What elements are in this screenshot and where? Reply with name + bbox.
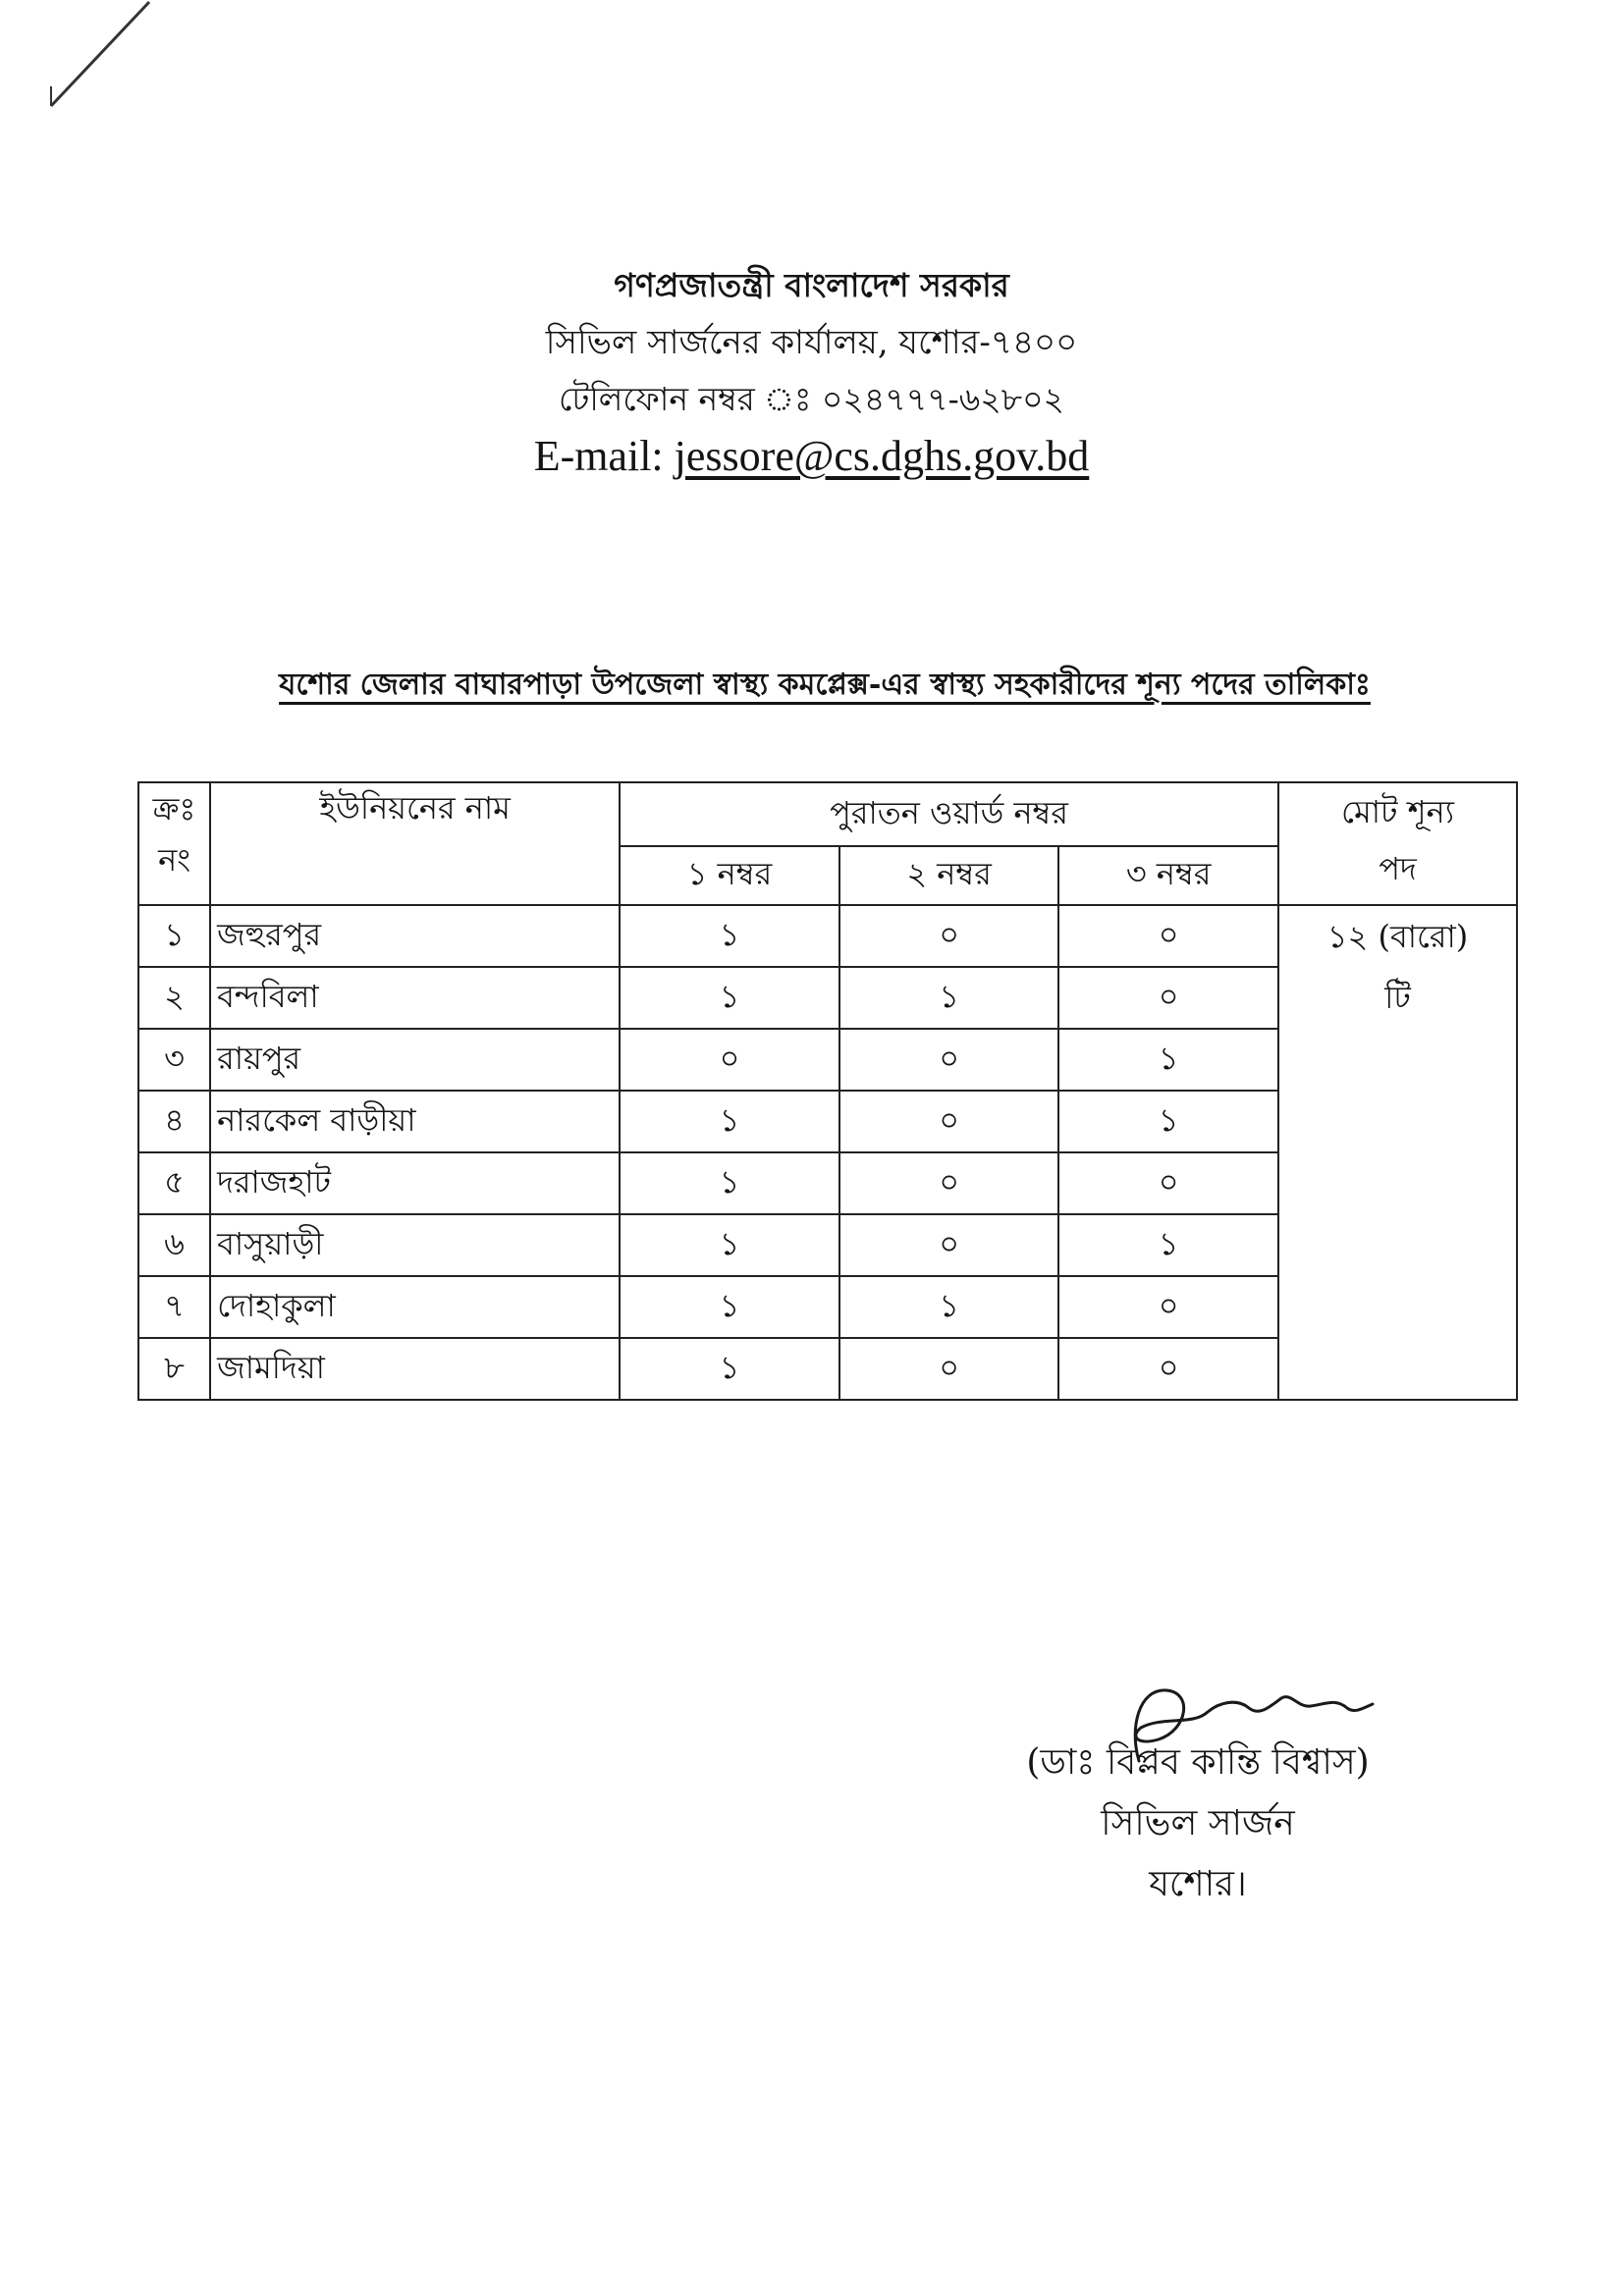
row-ward-1: ১ <box>620 1152 839 1214</box>
row-ward-2: ০ <box>839 1091 1059 1152</box>
ward-2-header: ২ নম্বর <box>839 846 1059 905</box>
row-ward-3: ১ <box>1058 1214 1278 1276</box>
total-vacancy-unit: টি <box>1384 979 1411 1016</box>
row-ward-1: ১ <box>620 1091 839 1152</box>
row-ward-2: ১ <box>839 967 1059 1029</box>
table-header-row <box>138 782 1517 846</box>
row-ward-1: ১ <box>620 1276 839 1338</box>
row-serial: ৫ <box>138 1152 210 1214</box>
row-union-name: রায়পুর <box>210 1029 620 1091</box>
row-union-name: বন্দবিলা <box>210 967 620 1029</box>
ward-1-header: ১ নম্বর <box>620 846 839 905</box>
row-serial: ৪ <box>138 1091 210 1152</box>
total-vacancy-count: ১২ (বারো) <box>1326 918 1469 955</box>
total-header-line1: মোট শূন্য <box>1341 793 1454 830</box>
serial-header <box>138 782 210 905</box>
ward-3-header: ৩ নম্বর <box>1058 846 1278 905</box>
row-ward-3: ০ <box>1058 1276 1278 1338</box>
row-ward-2: ০ <box>839 1338 1059 1400</box>
total-header-line2: পদ <box>1379 850 1417 887</box>
total-header <box>1278 782 1517 905</box>
row-ward-2: ১ <box>839 1276 1059 1338</box>
row-ward-2: ০ <box>839 1152 1059 1214</box>
row-ward-2: ০ <box>839 1214 1059 1276</box>
row-ward-1: ১ <box>620 1338 839 1400</box>
row-ward-3: ১ <box>1058 1091 1278 1152</box>
serial-header-line1: ক্রঃ <box>152 790 196 828</box>
row-ward-3: ০ <box>1058 905 1278 967</box>
table-row <box>138 905 1517 967</box>
phone-number: টেলিফোন নম্বর ঃ ০২৪৭৭৭-৬২৮০২ <box>558 380 1065 418</box>
office-address: সিভিল সার্জনের কার্যালয়, যশোর-৭৪০০ <box>545 323 1078 362</box>
page-fold-line <box>47 0 165 118</box>
row-union-name: জহুরপুর <box>210 905 620 967</box>
union-header: ইউনিয়নের নাম <box>210 782 620 905</box>
serial-header-line2: নং <box>158 841 190 879</box>
row-ward-1: ০ <box>620 1029 839 1091</box>
signatory-designation: সিভিল সার্জন <box>1101 1803 1295 1843</box>
row-ward-1: ১ <box>620 905 839 967</box>
email-line <box>0 428 1623 485</box>
row-union-name: দোহাকুলা <box>210 1276 620 1338</box>
email-label: E-mail: <box>533 432 664 480</box>
row-serial: ৮ <box>138 1338 210 1400</box>
signatory-location: যশোর। <box>1149 1864 1247 1904</box>
row-ward-2: ০ <box>839 1029 1059 1091</box>
document-subject: যশোর জেলার বাঘারপাড়া উপজেলা স্বাস্থ্য কমপ্লেক্স-এর স্বাস্থ্য সহকারীদের শূন্য পদের তালিকাঃ <box>279 667 1371 702</box>
row-serial: ৩ <box>138 1029 210 1091</box>
row-ward-3: ১ <box>1058 1029 1278 1091</box>
row-serial: ৬ <box>138 1214 210 1276</box>
total-vacancy-cell <box>1278 905 1517 1400</box>
vacancy-table <box>137 781 1518 1401</box>
government-title: গণপ্রজাতন্ত্রী বাংলাদেশ সরকার <box>614 266 1009 304</box>
row-union-name: দরাজহাট <box>210 1152 620 1214</box>
signature-block <box>962 1733 1434 1915</box>
row-union-name: বাসুয়াড়ী <box>210 1214 620 1276</box>
row-serial: ২ <box>138 967 210 1029</box>
row-ward-2: ০ <box>839 905 1059 967</box>
row-union-name: নারকেল বাড়ীয়া <box>210 1091 620 1152</box>
letterhead <box>0 257 1623 485</box>
row-serial: ৭ <box>138 1276 210 1338</box>
row-ward-3: ০ <box>1058 1152 1278 1214</box>
row-ward-3: ০ <box>1058 1338 1278 1400</box>
row-ward-1: ১ <box>620 1214 839 1276</box>
row-union-name: জামদিয়া <box>210 1338 620 1400</box>
signatory-name: (ডাঃ বিপ্লব কান্তি বিশ্বাস) <box>1026 1742 1370 1783</box>
row-ward-3: ০ <box>1058 967 1278 1029</box>
email-link[interactable]: jessore@cs.dghs.gov.bd <box>674 432 1090 480</box>
row-serial: ১ <box>138 905 210 967</box>
row-ward-1: ১ <box>620 967 839 1029</box>
old-ward-header: পুরাতন ওয়ার্ড নম্বর <box>620 782 1278 846</box>
